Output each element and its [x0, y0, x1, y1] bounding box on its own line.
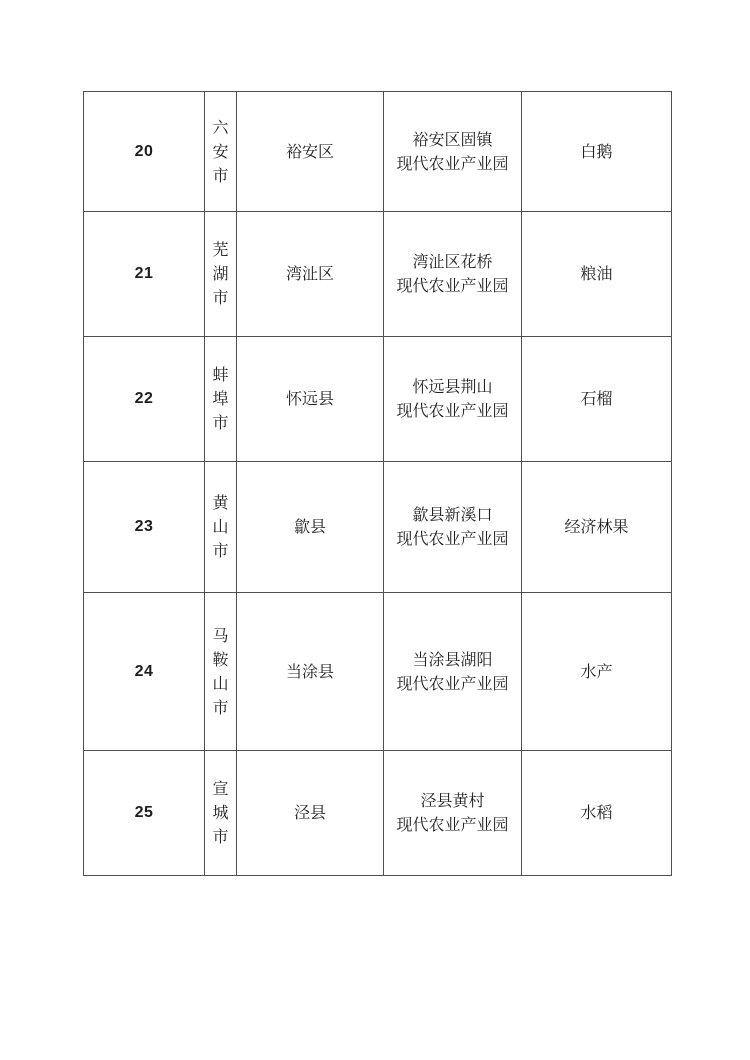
table-row [84, 212, 672, 337]
table-row [84, 593, 672, 751]
park-name-cell [384, 92, 522, 212]
row-number-cell: 21 [84, 212, 205, 337]
product-cell: 白鹅 [522, 92, 672, 212]
park-name-line2: 现代农业产业园 [396, 153, 509, 173]
park-name-line2: 现代农业产业园 [396, 529, 509, 548]
row-number-cell: 20 [84, 92, 205, 212]
product-cell: 水产 [522, 593, 672, 751]
row-number-cell: 23 [84, 462, 205, 593]
park-name-cell [384, 337, 522, 462]
park-name-line2: 现代农业产业园 [396, 815, 509, 834]
park-name-line1: 泾县黄村 [420, 791, 485, 810]
product-cell: 石榴 [522, 337, 672, 462]
table-row [84, 337, 672, 462]
park-name-line2: 现代农业产业园 [396, 276, 509, 295]
county-cell: 歙县 [237, 462, 384, 593]
park-name-cell [384, 462, 522, 593]
row-number-cell: 22 [84, 337, 205, 462]
county-cell: 裕安区 [237, 92, 384, 212]
county-cell: 当涂县 [237, 593, 384, 751]
city-cell: 宣城市 [205, 751, 237, 876]
row-number-cell: 24 [84, 593, 205, 751]
park-name-line1: 怀远县荆山 [412, 377, 493, 396]
table-row [84, 92, 672, 212]
county-cell: 怀远县 [237, 337, 384, 462]
county-cell: 泾县 [237, 751, 384, 876]
park-name-line1: 当涂县湖阳 [412, 649, 493, 669]
city-cell: 芜湖市 [205, 212, 237, 337]
park-name-line1: 裕安区固镇 [412, 129, 493, 149]
park-name-line1: 歙县新溪口 [412, 505, 493, 524]
county-cell: 湾沚区 [237, 212, 384, 337]
park-name-line1: 湾沚区花桥 [412, 252, 493, 271]
row-number-cell: 25 [84, 751, 205, 876]
agriculture-parks-table [83, 91, 672, 876]
city-cell: 蚌埠市 [205, 337, 237, 462]
product-cell: 水稻 [522, 751, 672, 876]
city-cell: 黄山市 [205, 462, 237, 593]
product-cell: 经济林果 [522, 462, 672, 593]
park-name-line2: 现代农业产业园 [396, 401, 509, 420]
product-cell: 粮油 [522, 212, 672, 337]
park-name-line2: 现代农业产业园 [396, 673, 509, 693]
park-name-cell [384, 212, 522, 337]
city-cell: 六安市 [205, 92, 237, 212]
park-name-cell [384, 751, 522, 876]
city-cell: 马鞍山市 [205, 593, 237, 751]
table-row [84, 751, 672, 876]
park-name-cell [384, 593, 522, 751]
table-row [84, 462, 672, 593]
